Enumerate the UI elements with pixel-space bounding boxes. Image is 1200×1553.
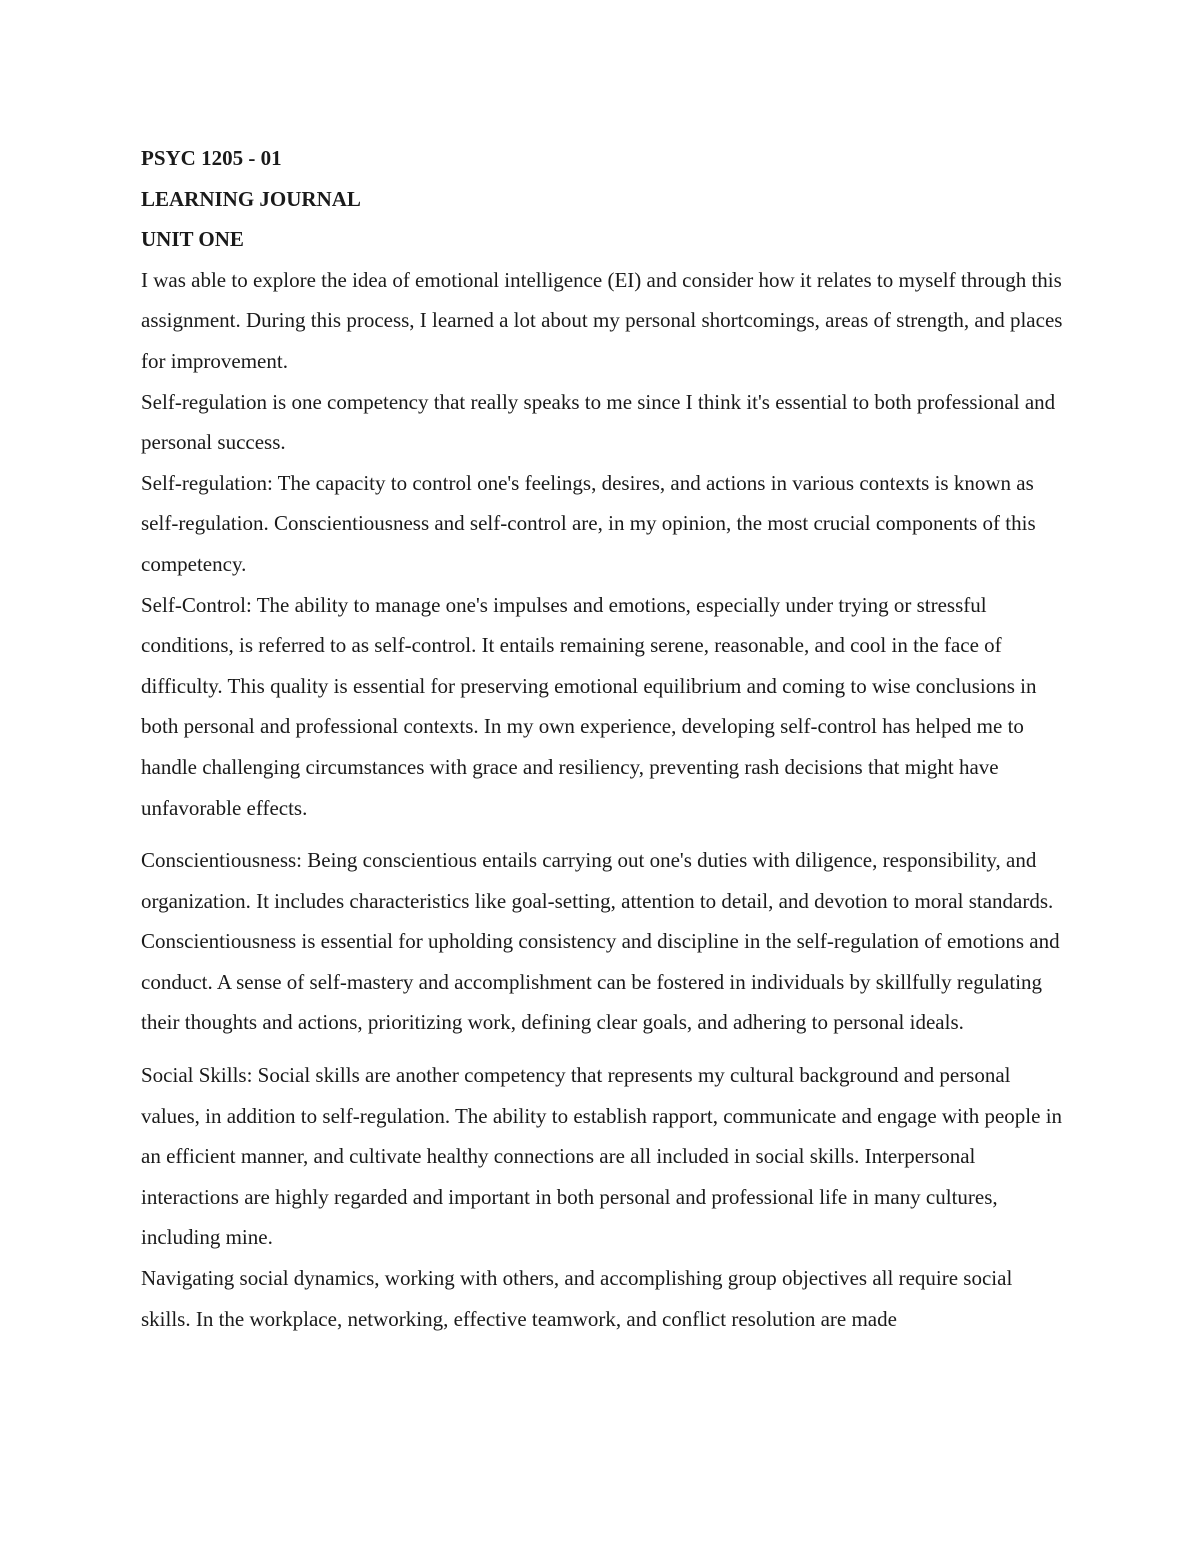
unit-heading: UNIT ONE: [141, 227, 244, 252]
paragraph-social-dynamics: Navigating social dynamics, working with others, and accomplishing group objectives all require social skills. In the workplace, networking, effective teamwork, and conflict resolution are made: [141, 1266, 1013, 1331]
paragraph-conscientiousness: Conscientiousness: Being conscientious entails carrying out one's duties with diligence, responsibility, and organization. It includes characteristics like goal-setting, attention to detail, and devotion to moral standards. Conscientiousness is essential for upholding consistency and discipline in the self-regulation of emotions and conduct. A sense of self-mastery and accomplishment can be fostered in individuals by skillfully regulating their thoughts and actions, prioritizing work, defining clear goals, and adhering to personal ideals.: [141, 848, 1060, 1035]
paragraph-self-regulation-definition: Self-regulation: The capacity to control one's feelings, desires, and actions in various contexts is known as self-regulation. Conscientiousness and self-control are, in my opinion, the most crucial components of this competency.: [141, 470, 1036, 576]
paragraph-social-skills: Social Skills: Social skills are another competency that represents my cultural background and personal values, in addition to self-regulation. The ability to establish rapport, communicate and engage with people in an efficient manner, and cultivate healthy connections are all included in social skills. Interpersonal interactions are highly regarded and important in both personal and professional life in many cultures, including mine.: [141, 1063, 1063, 1250]
course-code-heading: PSYC 1205 - 01: [141, 146, 282, 170]
paragraph-intro: I was able to explore the idea of emotional intelligence (EI) and consider how it relates to myself through this assignment. During this process, I learned a lot about my personal shortcomings, areas of strength, and places for improvement.: [141, 267, 1063, 373]
journal-type-heading: LEARNING JOURNAL: [141, 186, 361, 211]
document-body: [141, 138, 1066, 1339]
paragraph-self-control: Self-Control: The ability to manage one's impulses and emotions, especially under trying or stressful conditions, is referred to as self-control. It entails remaining serene, reasonable, and cool in the face of difficulty. This quality is essential for preserving emotional equilibrium and coming to wise conclusions in both personal and professional contexts. In my own experience, developing self-control has helped me to handle challenging circumstances with grace and resiliency, preventing rash decisions that might have unfavorable effects.: [141, 592, 1037, 820]
paragraph-self-regulation-intro: Self-regulation is one competency that really speaks to me since I think it's essential to both professional and personal success.: [141, 389, 1056, 455]
